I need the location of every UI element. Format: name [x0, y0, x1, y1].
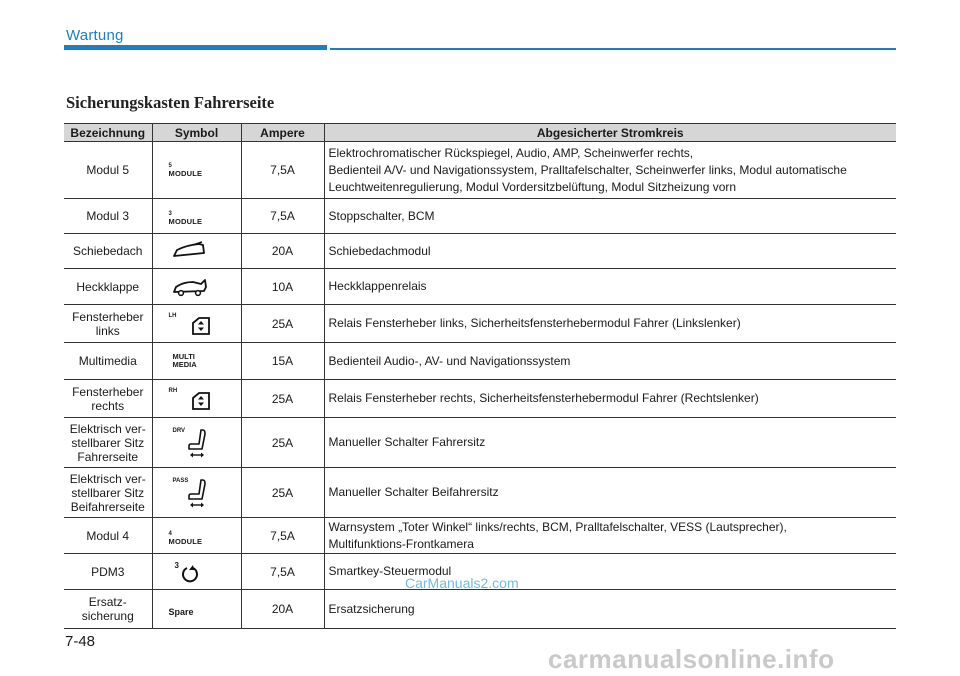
fuse-name	[64, 234, 152, 269]
fuse-table	[64, 123, 896, 629]
circuit-line: Stoppschalter, BCM	[328, 208, 435, 223]
fuse-name-line: Elektrisch ver-	[69, 421, 146, 436]
fuse-symbol	[152, 380, 241, 418]
fuse-name-line: PDM3	[91, 564, 125, 579]
fuse-name-line: Multimedia	[78, 354, 137, 368]
fuse-ampere: 25A	[241, 305, 324, 343]
fuse-name	[64, 199, 152, 234]
fuse-name-line: Modul 3	[86, 209, 130, 223]
symbol-box	[153, 380, 241, 417]
power-seat-icon	[187, 428, 209, 460]
fuse-name-line: sicherung	[81, 609, 134, 623]
fuse-circuit	[324, 142, 896, 199]
circuit-line: Schiebedachmodul	[328, 243, 431, 258]
tailgate-icon	[171, 277, 209, 297]
section-title: Wartung	[66, 27, 124, 44]
page-heading: Sicherungskasten Fahrerseite	[66, 93, 275, 112]
fuse-circuit	[324, 269, 896, 305]
fuse-name-line: Schiebedach	[73, 244, 143, 258]
table-row	[64, 590, 896, 629]
seat-side-label: DRV	[172, 428, 186, 434]
fuse-circuit	[324, 590, 896, 629]
fuse-name	[64, 518, 152, 554]
fuse-circuit	[324, 468, 896, 518]
fuse-symbol	[152, 343, 241, 380]
fuse-name-line: stellbarer Sitz	[71, 435, 145, 450]
module-label: MODULE	[168, 537, 203, 546]
module-number: 4	[168, 531, 172, 537]
circuit-line: Multifunktions-Frontkamera	[328, 536, 474, 551]
circuit-line: Smartkey-Steuermodul	[328, 564, 452, 578]
pdm-number: 3	[174, 560, 179, 570]
fuse-name-line: Fensterheber	[72, 384, 144, 399]
spare-label: Spare	[168, 607, 194, 617]
circuit-line: Bedienteil Audio-, AV- und Navigationssystem	[328, 353, 571, 368]
sunroof-icon	[171, 241, 207, 261]
fuse-symbol	[152, 269, 241, 305]
fuse-ampere: 7,5A	[241, 199, 324, 234]
symbol-box	[153, 590, 241, 628]
symbol-box	[153, 199, 241, 233]
seat-side-label: PASS	[172, 478, 189, 484]
symbol-box	[153, 234, 241, 268]
circuit-line: Heckklappenrelais	[328, 279, 427, 293]
table-row	[64, 468, 896, 518]
circuit-line: Warnsystem „Toter Winkel“ links/rechts, BCM, Pralltafelschalter, VESS (Lautsprecher),	[328, 519, 787, 534]
fuse-name-line: links	[95, 323, 120, 338]
watermark: CarManuals2.com	[405, 575, 519, 591]
fuse-symbol	[152, 554, 241, 590]
fuse-name-line: Fensterheber	[72, 309, 144, 324]
module-number: 3	[168, 211, 172, 217]
site-watermark: carmanualsonline.info	[548, 644, 835, 674]
fuse-circuit	[324, 418, 896, 468]
symbol-box	[153, 305, 241, 342]
fuse-ampere: 20A	[241, 590, 324, 629]
fuse-ampere: 25A	[241, 418, 324, 468]
module-number: 5	[168, 163, 172, 169]
symbol-box	[153, 518, 241, 553]
fuse-ampere: 25A	[241, 380, 324, 418]
window-side-label: RH	[168, 388, 178, 394]
column-header-name: Bezeichnung	[64, 124, 152, 142]
header-rule-thick	[64, 45, 327, 50]
fuse-name-line: Beifahrerseite	[70, 499, 145, 514]
fuse-circuit	[324, 305, 896, 343]
fuse-name-line: Ersatz-	[88, 595, 127, 609]
column-header-circuit: Abgesicherter Stromkreis	[324, 124, 896, 142]
fuse-name-line: Modul 4	[86, 528, 130, 543]
fuse-symbol	[152, 234, 241, 269]
table-header-row	[64, 124, 896, 142]
circuit-line: Elektrochromatischer Rückspiegel, Audio, AMP, Scheinwerfer rechts,	[328, 145, 694, 160]
fuse-name	[64, 380, 152, 418]
multimedia-label-1: MULTI	[172, 352, 195, 361]
circuit-line: Leuchtweitenregulierung, Modul Vordersitzbelüftung, Modul Sitzheizung vorn	[328, 179, 737, 194]
fuse-name	[64, 142, 152, 199]
table-row	[64, 142, 896, 199]
fuse-ampere: 20A	[241, 234, 324, 269]
module-label: MODULE	[168, 217, 203, 226]
fuse-ampere: 25A	[241, 468, 324, 518]
window-side-label: LH	[168, 313, 177, 319]
fuse-circuit	[324, 380, 896, 418]
fuse-symbol	[152, 142, 241, 199]
fuse-circuit	[324, 234, 896, 269]
table-row	[64, 418, 896, 468]
fuse-symbol	[152, 305, 241, 343]
column-header-symbol: Symbol	[152, 124, 241, 142]
symbol-box	[153, 343, 241, 379]
fuse-name-line: Fahrerseite	[77, 449, 139, 464]
circuit-line: Relais Fensterheber links, Sicherheitsfensterhebermodul Fahrer (Linkslenker)	[328, 316, 741, 330]
fuse-symbol	[152, 590, 241, 629]
fuse-symbol	[152, 418, 241, 468]
fuse-name-line: Modul 5	[86, 163, 130, 177]
fuse-name	[64, 468, 152, 518]
page-number: 7-48	[65, 633, 96, 650]
symbol-box	[153, 554, 241, 589]
circuit-line: Ersatzsicherung	[328, 601, 415, 616]
fuse-name	[64, 343, 152, 380]
table-row	[64, 343, 896, 380]
symbol-box	[153, 269, 241, 304]
symbol-box	[153, 468, 241, 517]
fuse-symbol	[152, 199, 241, 234]
fuse-name	[64, 590, 152, 629]
fuse-name	[64, 305, 152, 343]
fuse-ampere: 15A	[241, 343, 324, 380]
fuse-ampere: 7,5A	[241, 518, 324, 554]
fuse-name	[64, 269, 152, 305]
fuse-name-line: stellbarer Sitz	[71, 485, 145, 500]
power-cycle-icon	[180, 564, 200, 584]
power-window-icon	[191, 391, 211, 411]
table-row	[64, 518, 896, 554]
circuit-line: Manueller Schalter Beifahrersitz	[328, 485, 499, 499]
column-header-ampere: Ampere	[241, 124, 324, 142]
circuit-line: Bedienteil A/V- und Navigationssystem, Pralltafelschalter, Scheinwerfer links, Modul automatische	[328, 162, 847, 177]
module-label: MODULE	[168, 169, 203, 178]
table-row	[64, 269, 896, 305]
fuse-name-line: Heckklappe	[76, 279, 140, 294]
table-row	[64, 380, 896, 418]
table-row	[64, 234, 896, 269]
fuse-name-line: Elektrisch ver-	[69, 471, 146, 486]
fuse-symbol	[152, 468, 241, 518]
fuse-symbol	[152, 518, 241, 554]
power-seat-icon	[187, 478, 209, 510]
circuit-line: Relais Fensterheber rechts, Sicherheitsfensterhebermodul Fahrer (Rechtslenker)	[328, 391, 759, 405]
fuse-circuit	[324, 343, 896, 380]
fuse-name-line: rechts	[91, 398, 125, 413]
fuse-name	[64, 418, 152, 468]
circuit-line: Manueller Schalter Fahrersitz	[328, 435, 486, 449]
fuse-name	[64, 554, 152, 590]
power-window-icon	[191, 316, 211, 336]
symbol-box	[153, 142, 241, 198]
symbol-box	[153, 418, 241, 467]
table-row	[64, 305, 896, 343]
header-rule-thin	[330, 48, 896, 50]
fuse-circuit	[324, 199, 896, 234]
fuse-ampere: 7,5A	[241, 142, 324, 199]
table-row	[64, 199, 896, 234]
fuse-ampere: 10A	[241, 269, 324, 305]
fuse-ampere: 7,5A	[241, 554, 324, 590]
fuse-circuit	[324, 518, 896, 554]
multimedia-label-2: MEDIA	[172, 360, 197, 369]
